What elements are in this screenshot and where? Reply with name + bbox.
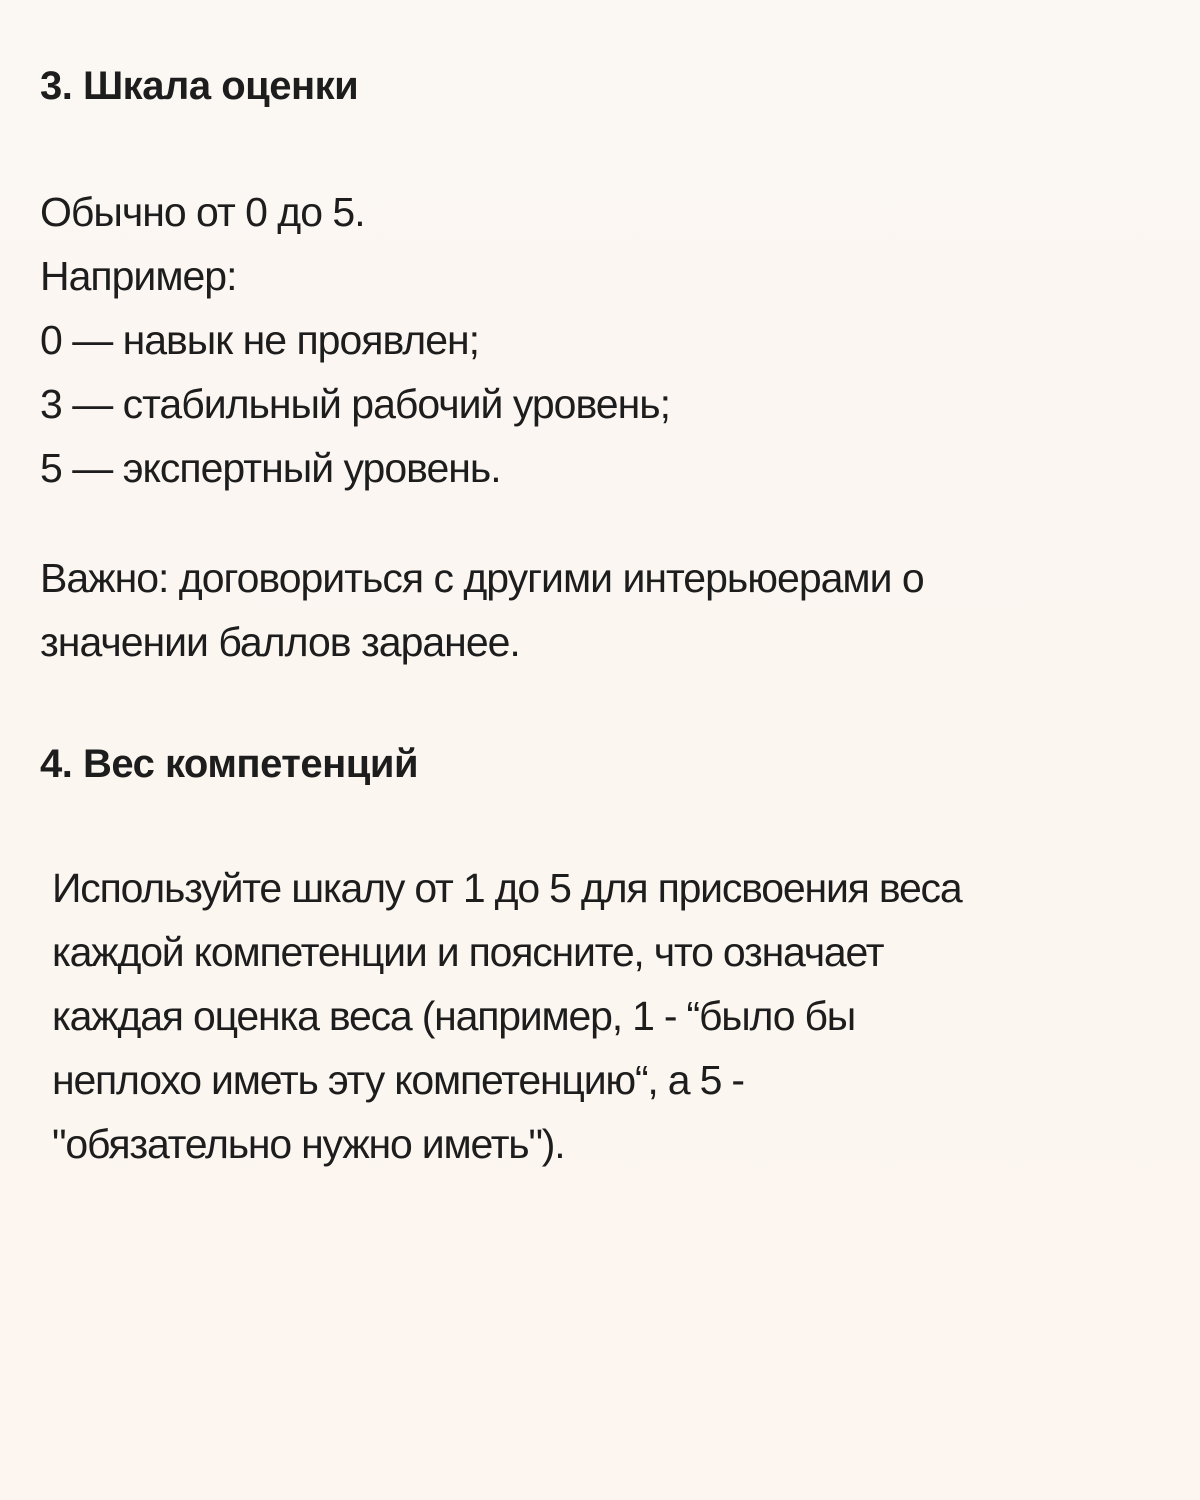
weight-line: неплохо иметь эту компетенцию“, а 5 - [52, 1057, 744, 1103]
scale-line: 0 — навык не проявлен; [40, 317, 480, 363]
document-page [40, 0, 1180, 1500]
section-3-heading: 3. Шкала оценки [40, 64, 359, 108]
section-4-heading: 4. Вес компетенций [40, 742, 419, 786]
scale-note [40, 546, 924, 674]
scale-line: Обычно от 0 до 5. [40, 189, 365, 235]
scale-line: 5 — экспертный уровень. [40, 445, 501, 491]
weight-line: Используйте шкалу от 1 до 5 для присвоения веса [52, 865, 962, 911]
weight-line: "обязательно нужно иметь"). [52, 1121, 565, 1167]
note-line: значении баллов заранее. [40, 619, 520, 665]
scale-line: 3 — стабильный рабочий уровень; [40, 381, 670, 427]
scale-description [40, 180, 670, 500]
scale-line: Например: [40, 253, 237, 299]
weight-line: каждая оценка веса (например, 1 - “было бы [52, 993, 856, 1039]
weight-line: каждой компетенции и поясните, что означает [52, 929, 884, 975]
note-line: Важно: договориться с другими интерьюерами о [40, 555, 924, 601]
weight-description [52, 856, 961, 1176]
